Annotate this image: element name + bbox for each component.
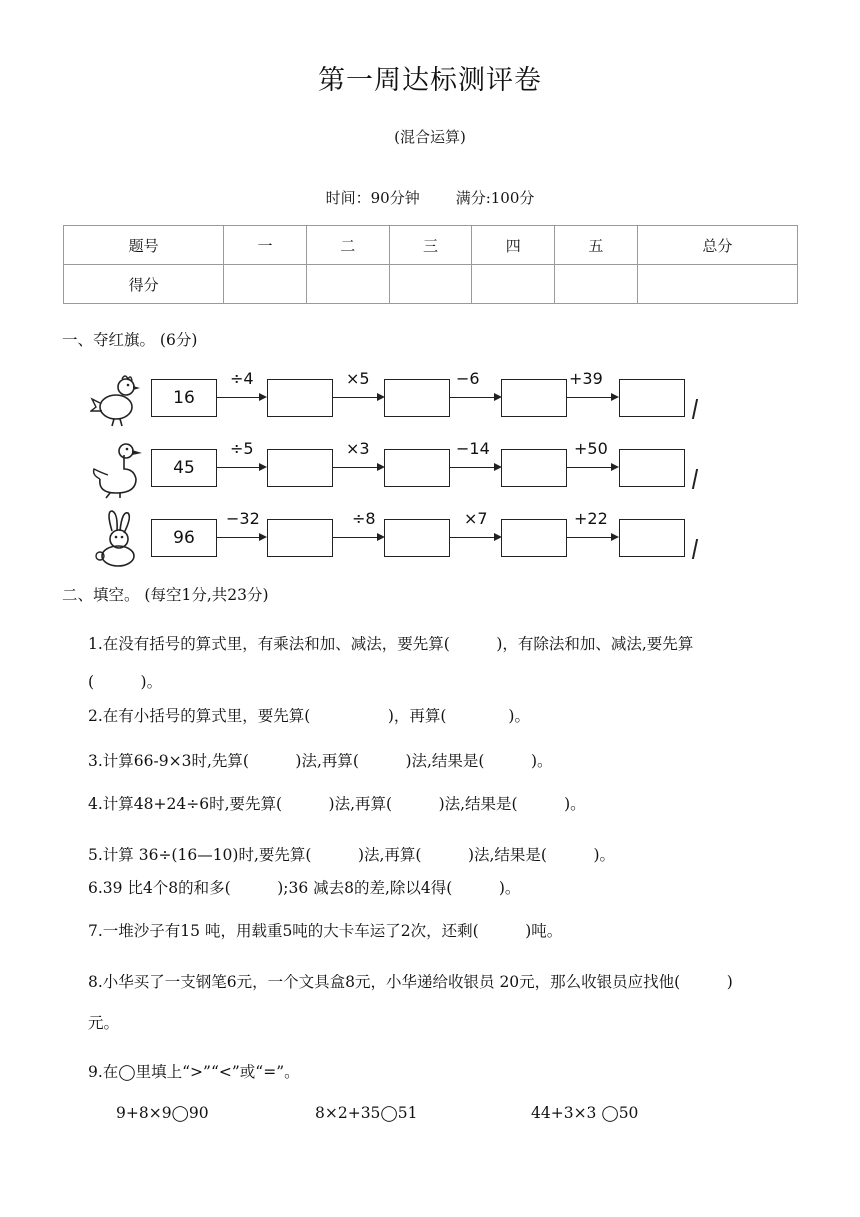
operation-label: ÷5 [230, 439, 254, 458]
answer-box[interactable] [619, 519, 685, 557]
exam-time: 时间：90分钟 [325, 189, 420, 207]
question-6: 6.39 比4个8的和多( );36 减去8的差,除以4得( )。 [88, 879, 521, 897]
rabbit-icon [90, 509, 146, 569]
answer-box[interactable] [267, 449, 333, 487]
score-header-cell: 一 [224, 226, 307, 265]
section2-heading: 二、填空。 (每空1分,共23分) [62, 586, 269, 604]
score-table-header-row [64, 226, 798, 265]
answer-box[interactable] [384, 519, 450, 557]
arrow-4 [567, 397, 617, 398]
score-table [63, 225, 798, 304]
flag-pole [692, 539, 698, 559]
answer-box[interactable] [501, 449, 567, 487]
question-5: 5.计算 36÷(16—10)时,要先算( )法,再算( )法,结果是( )。 [88, 846, 616, 864]
answer-box[interactable] [384, 379, 450, 417]
start-value: 45 [151, 449, 217, 487]
operation-label: ÷8 [352, 509, 376, 528]
arrow-3 [450, 397, 500, 398]
arrow-1 [217, 537, 265, 538]
goose-icon [90, 439, 146, 499]
answer-box[interactable] [501, 379, 567, 417]
question-7: 7.一堆沙子有15 吨，用载重5吨的大卡车运了2次，还剩( )吨。 [88, 922, 563, 940]
page-title: 第一周达标测评卷 [318, 65, 542, 96]
arrow-3 [450, 467, 500, 468]
operation-label: −32 [226, 509, 260, 528]
flag-pole [692, 469, 698, 489]
operation-label: +39 [569, 369, 603, 388]
compare-item: 8×2+35◯51 [315, 1104, 418, 1122]
operation-label: ÷4 [230, 369, 254, 388]
answer-box[interactable] [619, 449, 685, 487]
compare-item: 44+3×3 ◯50 [531, 1104, 639, 1122]
flow-row [90, 369, 710, 429]
question-8-line-2: 元。 [88, 1014, 120, 1032]
operation-label: ×3 [346, 439, 370, 458]
arrow-3 [450, 537, 500, 538]
operation-label: −14 [456, 439, 490, 458]
chick-icon [90, 369, 146, 429]
operation-label: ×5 [346, 369, 370, 388]
score-table-score-row [64, 265, 798, 304]
score-header-cell: 总分 [637, 226, 797, 265]
score-cell[interactable] [389, 265, 472, 304]
score-header-cell: 题号 [64, 226, 224, 265]
flow-row [90, 509, 710, 569]
arrow-1 [217, 397, 265, 398]
operation-label: +22 [574, 509, 608, 528]
question-3: 3.计算66-9×3时,先算( )法,再算( )法,结果是( )。 [88, 752, 553, 770]
score-cell[interactable] [555, 265, 638, 304]
question-4: 4.计算48+24÷6时,要先算( )法,再算( )法,结果是( )。 [88, 795, 586, 813]
score-cell[interactable] [306, 265, 389, 304]
answer-box[interactable] [619, 379, 685, 417]
arrow-2 [333, 467, 383, 468]
answer-box[interactable] [267, 379, 333, 417]
score-header-cell: 五 [555, 226, 638, 265]
start-value: 16 [151, 379, 217, 417]
operation-label: ×7 [464, 509, 488, 528]
operation-label: +50 [574, 439, 608, 458]
question-2: 2.在有小括号的算式里，要先算( )，再算( )。 [88, 707, 530, 725]
arrow-2 [333, 537, 383, 538]
question-1-line-1: 1.在没有括号的算式里，有乘法和加、减法，要先算( )，有除法和加、减法,要先算 [88, 635, 694, 653]
score-header-cell: 三 [389, 226, 472, 265]
question-1-line-2: ( )。 [88, 673, 163, 691]
score-cell[interactable] [224, 265, 307, 304]
score-header-cell: 四 [472, 226, 555, 265]
arrow-1 [217, 467, 265, 468]
flag-pole [692, 399, 698, 419]
exam-full-score: 满分:100分 [455, 189, 535, 207]
score-header-cell: 二 [306, 226, 389, 265]
arrow-4 [567, 537, 617, 538]
answer-box[interactable] [267, 519, 333, 557]
exam-meta [0, 187, 860, 208]
compare-item: 9+8×9◯90 [116, 1104, 209, 1122]
answer-box[interactable] [384, 449, 450, 487]
answer-box[interactable] [501, 519, 567, 557]
operation-label: −6 [456, 369, 480, 388]
score-row-label: 得分 [64, 265, 224, 304]
start-value: 96 [151, 519, 217, 557]
question-9: 9.在◯里填上“>”“<”或“=”。 [88, 1063, 300, 1081]
arrow-2 [333, 397, 383, 398]
question-8-line-1: 8.小华买了一支钢笔6元，一个文具盒8元，小华递给收银员 20元，那么收银员应找他( ) [88, 973, 733, 991]
score-cell[interactable] [637, 265, 797, 304]
section1-heading: 一、夺红旗。 (6分) [62, 331, 198, 349]
arrow-4 [567, 467, 617, 468]
page-subtitle: (混合运算) [394, 128, 466, 146]
score-cell[interactable] [472, 265, 555, 304]
flow-row [90, 439, 710, 499]
